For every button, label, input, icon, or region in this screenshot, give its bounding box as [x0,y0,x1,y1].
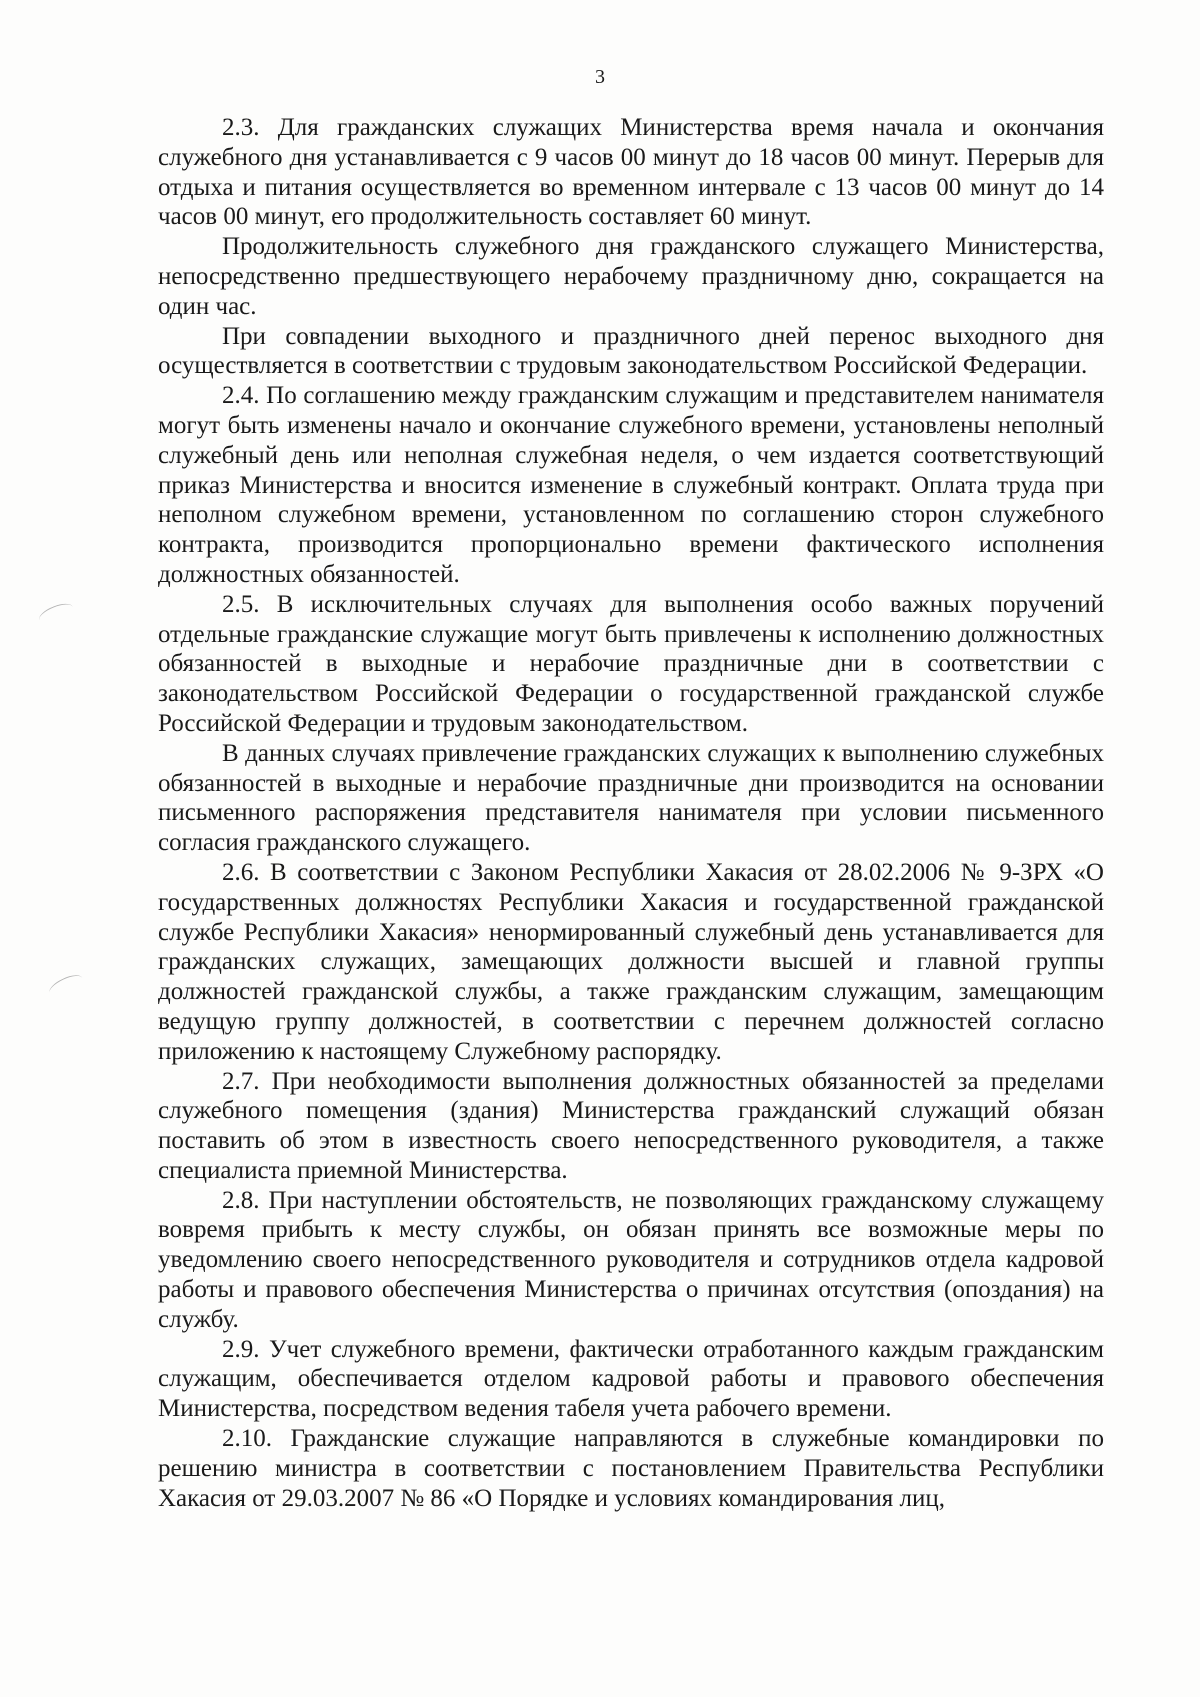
paragraph-2-10: 2.10. Гражданские служащие направляются в служебные командировки по решению министра в соответствии с постановлением Правительства Республики Хакасия от 29.03.2007 № 86 «О Порядке и условиях командирования лиц, [158,1425,1104,1512]
paragraph-2-6: 2.6. В соответствии с Законом Республики Хакасия от 28.02.2006 № 9-ЗРХ «О государственных должностях Республики Хакасия и государственной гражданской службе Республики Хакасия» ненормированный служебный день устанавливается для гражданских служащих, замещающих должности высшей и главной группы должностей гражданской службы, а также гражданским служащим, замещающим ведущую группу должностей, в соответствии с перечнем должностей согласно приложению к настоящему Служебному распорядку. [158,858,1104,1065]
paragraph-2-8: 2.8. При наступлении обстоятельств, не позволяющих гражданскому служащему вовремя прибыть к месту службы, он обязан принять все возможные меры по уведомлению своего непосредственного руководителя и сотрудников отдела кадровой работы и правового обеспечения Министерства о причинах отсутствия (опоздания) на службу. [158,1186,1104,1333]
page-number: 3 [595,66,605,88]
document-body [158,113,1104,1513]
scan-artifact [47,971,86,1000]
paragraph-2-4: 2.4. По соглашению между гражданским служащим и представителем нанимателя могут быть изменены начало и окончание служебного времени, установлены неполный служебный день или неполная служебная неделя, о чем издается соответствующий приказ Министерства и вносится изменение в служебный контракт. Оплата труда при неполном служебном времени, установленном по соглашению сторон служебного контракта, производится пропорционально времени фактического исполнения должностных обязанностей. [158,382,1104,588]
scan-artifact [37,600,76,627]
paragraph-2-9: 2.9. Учет служебного времени, фактически отработанного каждым гражданским служащим, обеспечивается отделом кадровой работы и правового обеспечения Министерства, посредством ведения табеля учета рабочего времени. [158,1335,1104,1423]
paragraph-2-3-duration: Продолжительность служебного дня гражданского служащего Министерства, непосредственно предшествующего нерабочему праздничному дню, сокращается на один час. [158,233,1104,320]
paragraph-2-7: 2.7. При необходимости выполнения должностных обязанностей за пределами служебного помещения (здания) Министерства гражданский служащий обязан поставить об этом в известность своего непосредственного руководителя, а также специалиста приемной Министерства. [158,1067,1104,1184]
paragraph-2-5-involvement: В данных случаях привлечение гражданских служащих к выполнению служебных обязанностей в выходные и нерабочие праздничные дни производится на основании письменного распоряжения представителя нанимателя при условии письменного согласия гражданского служащего. [158,739,1104,857]
paragraph-2-5: 2.5. В исключительных случаях для выполнения особо важных поручений отдельные гражданские служащие могут быть привлечены к исполнению должностных обязанностей в выходные и нерабочие праздничные дни в соответствии с законодательством Российской Федерации о государственной гражданской службе Российской Федерации и трудовым законодательством. [158,590,1104,737]
paragraph-2-3-holiday: При совпадении выходного и праздничного дней перенос выходного дня осуществляется в соответствии с трудовым законодательством Российской Федерации. [158,322,1104,380]
paragraph-2-3: 2.3. Для гражданских служащих Министерства время начала и окончания служебного дня устанавливается с 9 часов 00 минут до 18 часов 00 минут. Перерыв для отдыха и питания осуществляется во временном интервале с 13 часов 00 минут до 14 часов 00 минут, его продолжительность составляет 60 минут. [158,114,1104,231]
